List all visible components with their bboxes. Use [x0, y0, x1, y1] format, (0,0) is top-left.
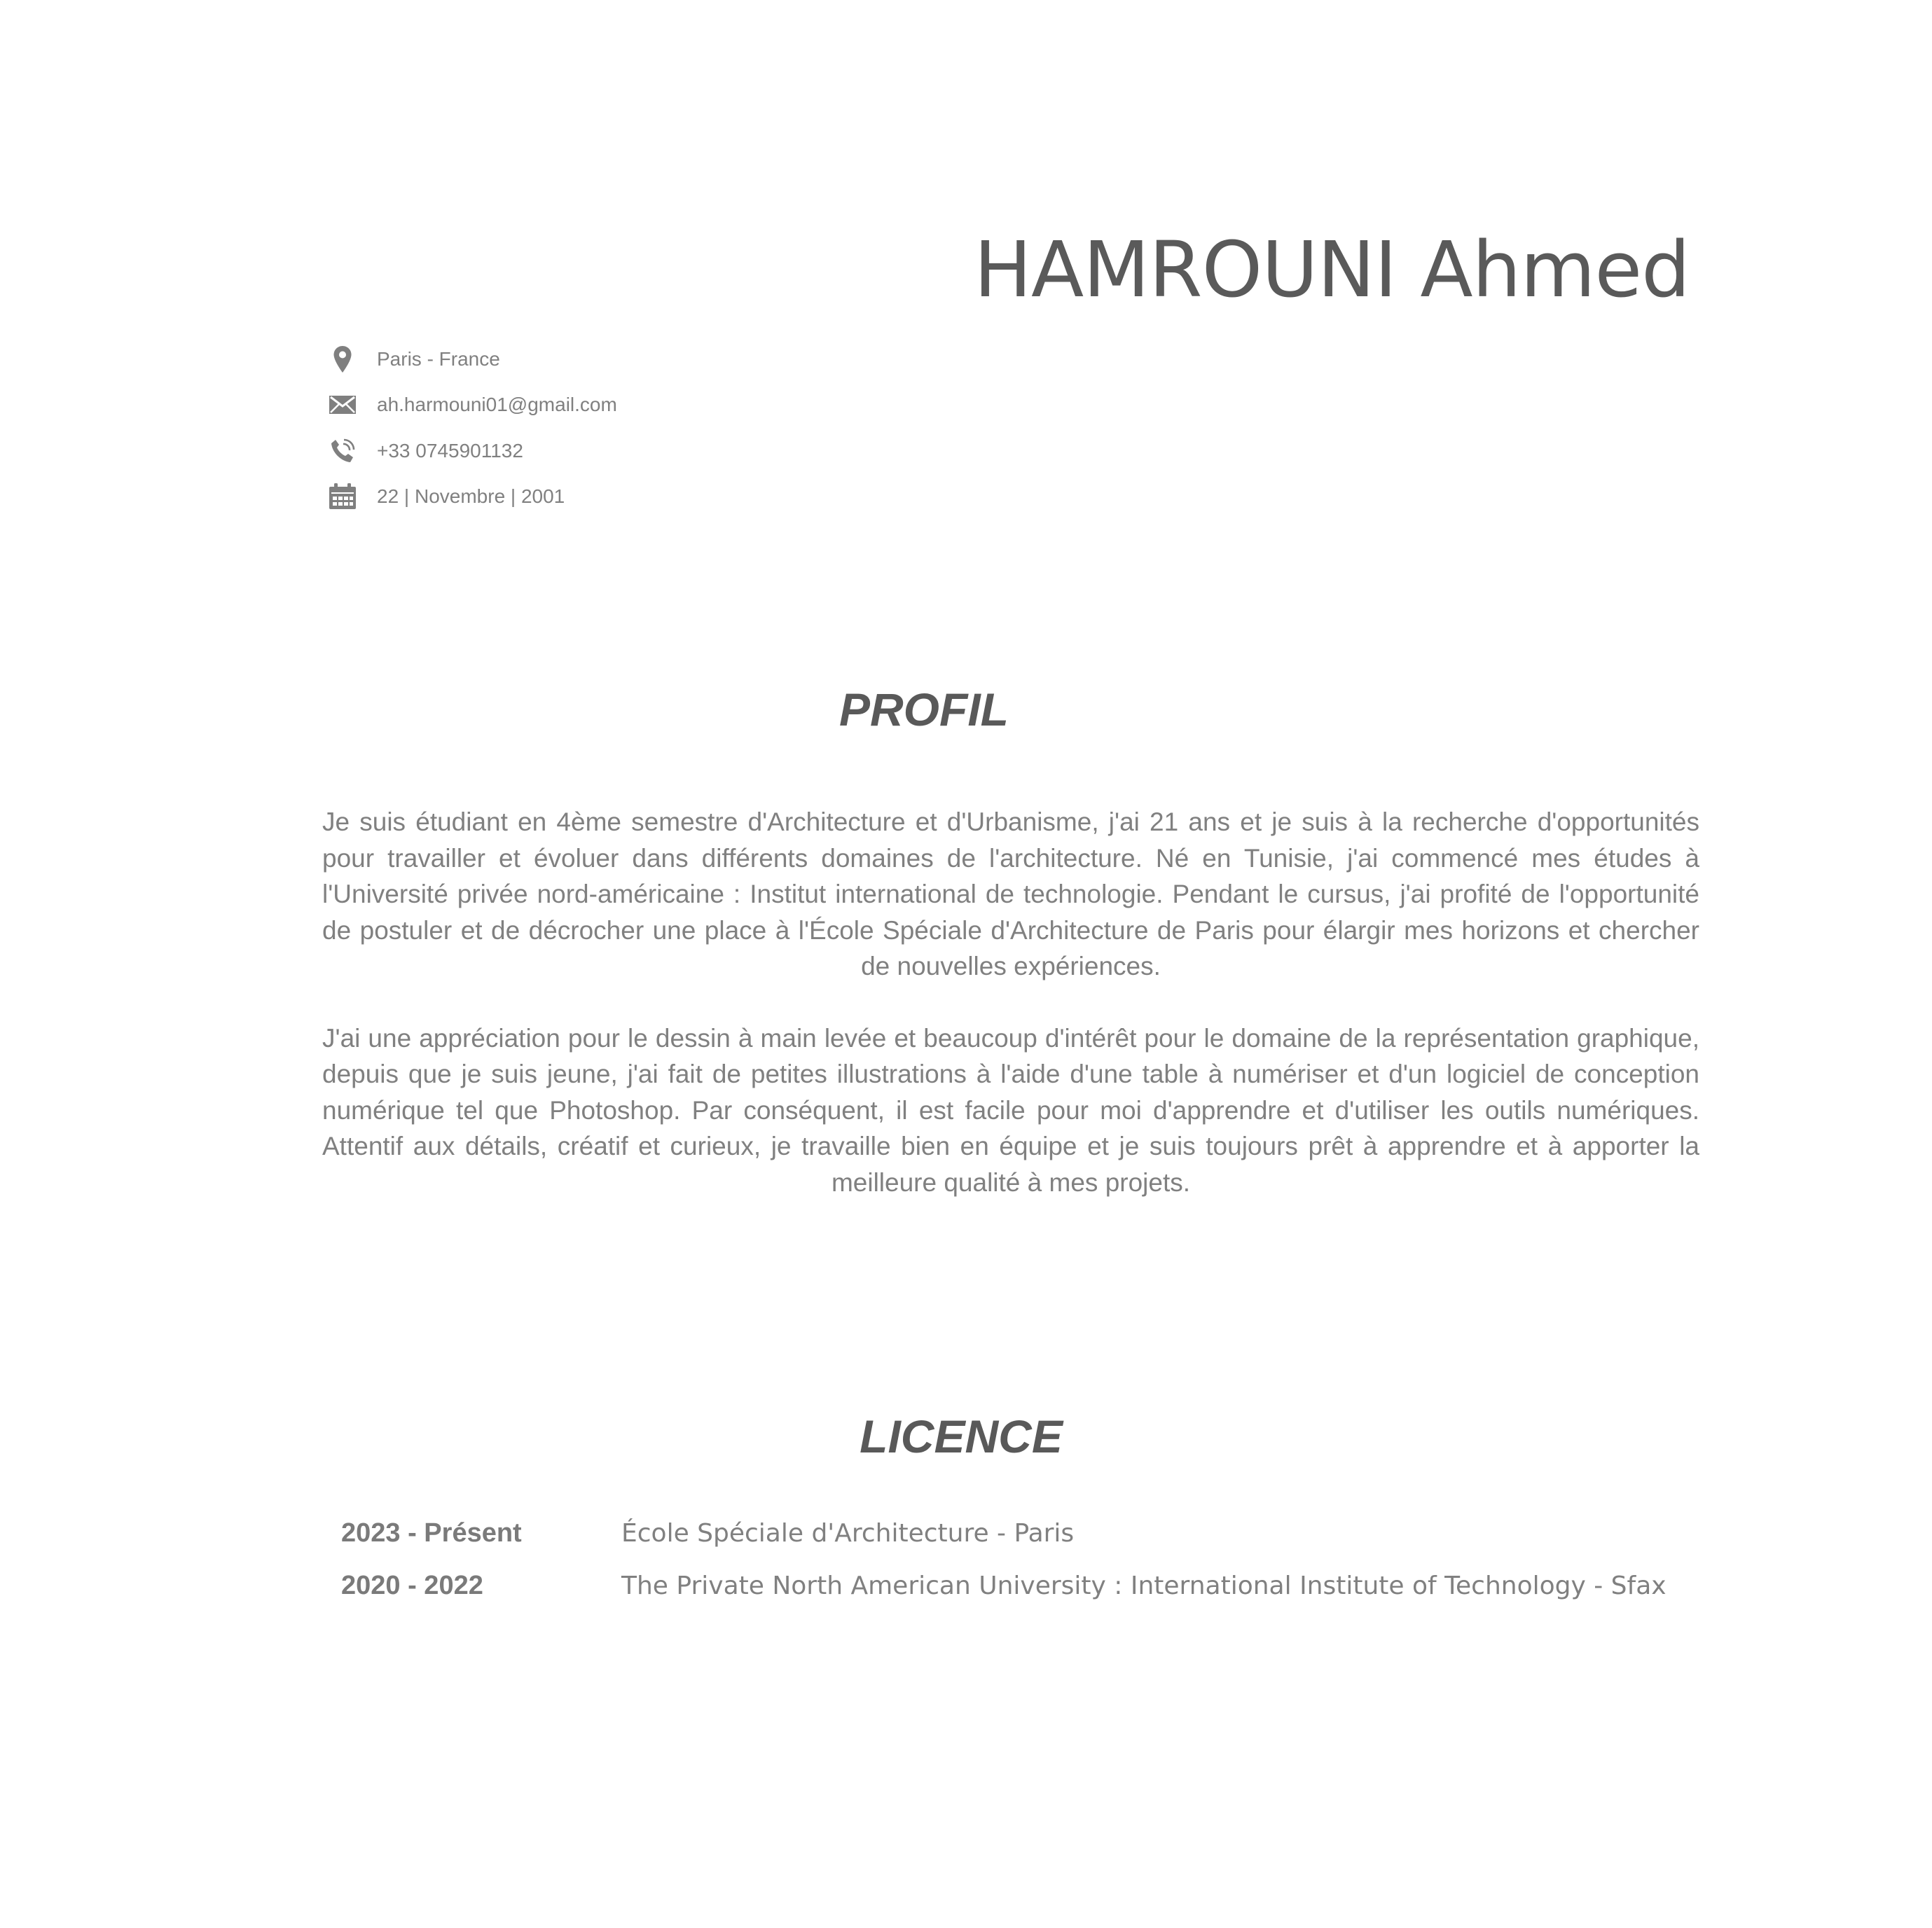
envelope-icon — [326, 388, 359, 422]
licence-school: The Private North American University : International Institute of Technology - Sfax — [621, 1572, 1667, 1600]
licence-entry — [341, 1518, 1742, 1571]
licence-school: École Spéciale d'Architecture - Paris — [621, 1519, 1075, 1548]
location-text: Paris - France — [377, 347, 500, 370]
licence-period: 2020 - 2022 — [341, 1571, 483, 1600]
phone-icon — [326, 434, 359, 468]
profil-paragraph: J'ai une appréciation pour le dessin à main levée et beaucoup d'intérêt pour le domaine de la représentation graphique, depuis que je suis jeune, j'ai fait de petites illustrations à l'aide d'une table à numériser et d'un logiciel de conception numérique tel que Photoshop. Par conséquent, il est facile pour moi d'apprendre et d'utiliser les outils numériques. Attentif aux détails, créatif et curieux, je travaille bien en équipe et je suis toujours prêt à apprendre et à apporter la meilleure qualité à mes projets. — [322, 1023, 1699, 1197]
licence-entry — [341, 1571, 1742, 1623]
profil-paragraph: Je suis étudiant en 4ème semestre d'Architecture et d'Urbanisme, j'ai 21 ans et je suis à la recherche d'opportunités pour travailler et évoluer dans différents domaines de l'architecture. Né en Tunisie, j'ai commencé mes études à l'Université privée nord-américaine : Institut international de technologie. Pendant le cursus, j'ai profité de l'opportunité de postuler et de décrocher une place à l'École Spéciale d'Architecture de Paris pour élargir mes horizons et chercher de nouvelles expériences. — [322, 807, 1699, 980]
birthdate-text: 22 | Novembre | 2001 — [377, 485, 565, 508]
candidate-name: HAMROUNI Ahmed — [974, 225, 1690, 314]
email-text: ah.harmouni01@gmail.com — [377, 394, 617, 416]
calendar-icon — [326, 480, 359, 513]
contact-birthdate — [326, 474, 617, 520]
contact-list — [326, 336, 617, 520]
phone-text: +33 0745901132 — [377, 439, 523, 462]
profil-body — [322, 804, 1699, 1200]
contact-phone — [326, 428, 617, 474]
licence-list — [341, 1518, 1742, 1623]
licence-period: 2023 - Présent — [341, 1518, 522, 1548]
location-pin-icon — [326, 342, 359, 376]
profil-heading: PROFIL — [839, 684, 1009, 735]
contact-location — [326, 336, 617, 382]
contact-email — [326, 382, 617, 429]
licence-heading: LICENCE — [860, 1410, 1063, 1462]
